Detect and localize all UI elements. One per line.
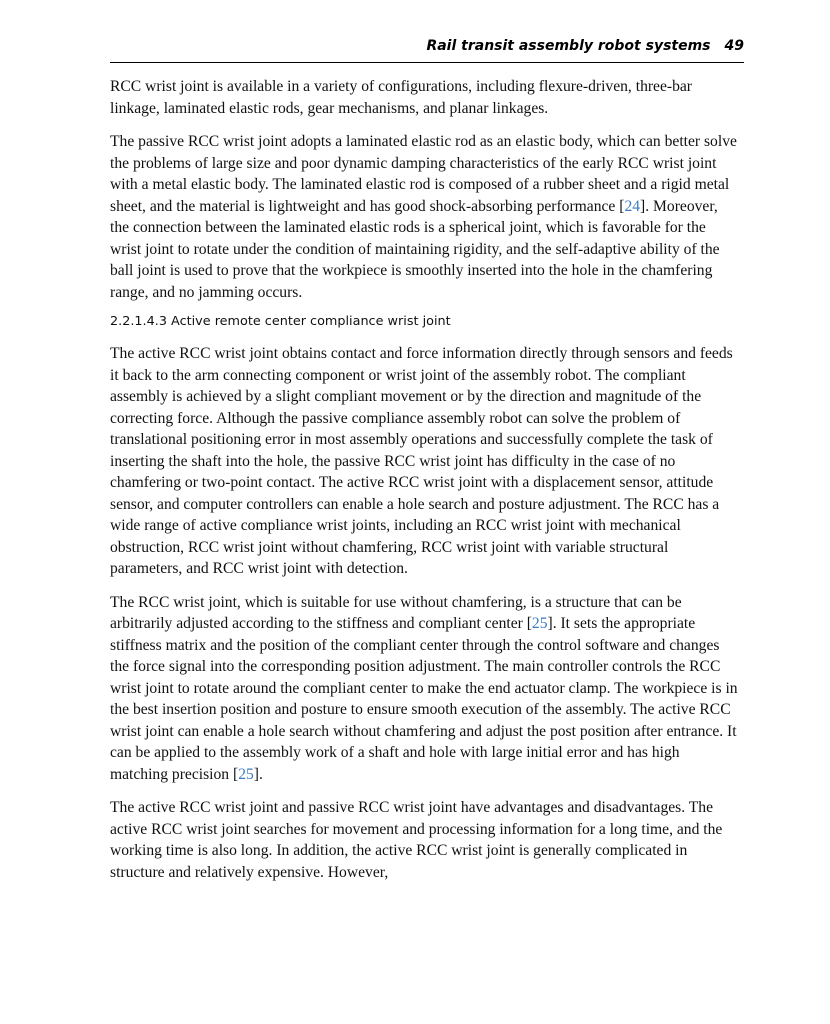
paragraph-4-part-b: ]. It sets the appropriate stiffness matrix and the position of the compliant center through the control software and changes the force signal into the corresponding position adjustment. The main controller controls the RCC wrist joint to rotate around the compliant center to make the end actuator clamp. The workpiece is in the best insertion position and posture to ensure smooth execution of the assembly. The active RCC wrist joint can enable a hole search without chamfering and adjust the post position after entrance. It can be applied to the assembly work of a shaft and hole with large initial error and has high matching precision [ (110, 615, 738, 783)
paragraph-4 (110, 592, 738, 786)
citation-link[interactable]: 25 (531, 615, 548, 632)
main-text (110, 76, 738, 895)
paragraph-4-part-c: ]. (253, 765, 263, 783)
running-title: Rail transit assembly robot systems (426, 38, 711, 54)
page-number: 49 (724, 38, 744, 54)
citation-link[interactable]: 25 (238, 765, 254, 783)
section-heading: 2.2.1.4.3 Active remote center compliance wrist joint (110, 314, 451, 329)
paragraph-2-part-a: The passive RCC wrist joint adopts a laminated elastic rod as an elastic body, which can better solve the problems of large size and poor dynamic damping characteristics of the early RCC wrist joint with a metal elastic body. The laminated elastic rod is composed of a rubber sheet and a rigid metal sheet, and the material is lightweight and has good shock-absorbing performance [ (110, 133, 737, 215)
paragraph-4-part-a: The RCC wrist joint, which is suitable for use without chamfering, is a structure that can be arbitrarily adjusted according to the stiffness and compliant center [ (110, 593, 682, 632)
citation-link[interactable]: 24 (624, 197, 641, 215)
paragraph-3: The active RCC wrist joint obtains contact and force information directly through sensors and feeds it back to the arm connecting component or wrist joint of the assembly robot. The compliant assembly is achieved by a slight compliant movement or by the direction and magnitude of the correcting force. Although the passive compliance assembly robot can solve the problem of translational positioning error in most assembly operations and successfully complete the task of inserting the shaft into the hole, the passive RCC wrist joint has difficulty in the case of no chamfering or two-point contact. The active RCC wrist joint with a displacement sensor, attitude sensor, and computer controllers can enable a hole search and posture adjustment. The RCC has a wide range of active compliance wrist joints, including an RCC wrist joint with mechanical obstruction, RCC wrist joint without chamfering, RCC wrist joint with variable structural parameters, and RCC wrist joint with detection. (110, 345, 733, 577)
paragraph-1: RCC wrist joint is available in a variety of configurations, including flexure-driven, three-bar linkage, laminated elastic rods, gear mechanisms, and planar linkages. (110, 78, 693, 117)
running-header (110, 38, 744, 63)
paragraph-2 (110, 131, 738, 303)
paragraph-2-part-b: ]. Moreover, the connection between the laminated elastic rods is a spherical joint, which is favorable for the wrist joint to rotate under the condition of maintaining rigidity, and the self-adaptive ability of the ball joint is used to prove that the workpiece is smoothly inserted into the hole in the chamfering range, and no jamming occurs. (110, 197, 720, 301)
paragraph-5: The active RCC wrist joint and passive RCC wrist joint have advantages and disadvantages. The active RCC wrist joint searches for movement and processing information for a long time, and the working time is also long. In addition, the active RCC wrist joint is generally complicated in structure and relatively expensive. However, (110, 799, 723, 881)
